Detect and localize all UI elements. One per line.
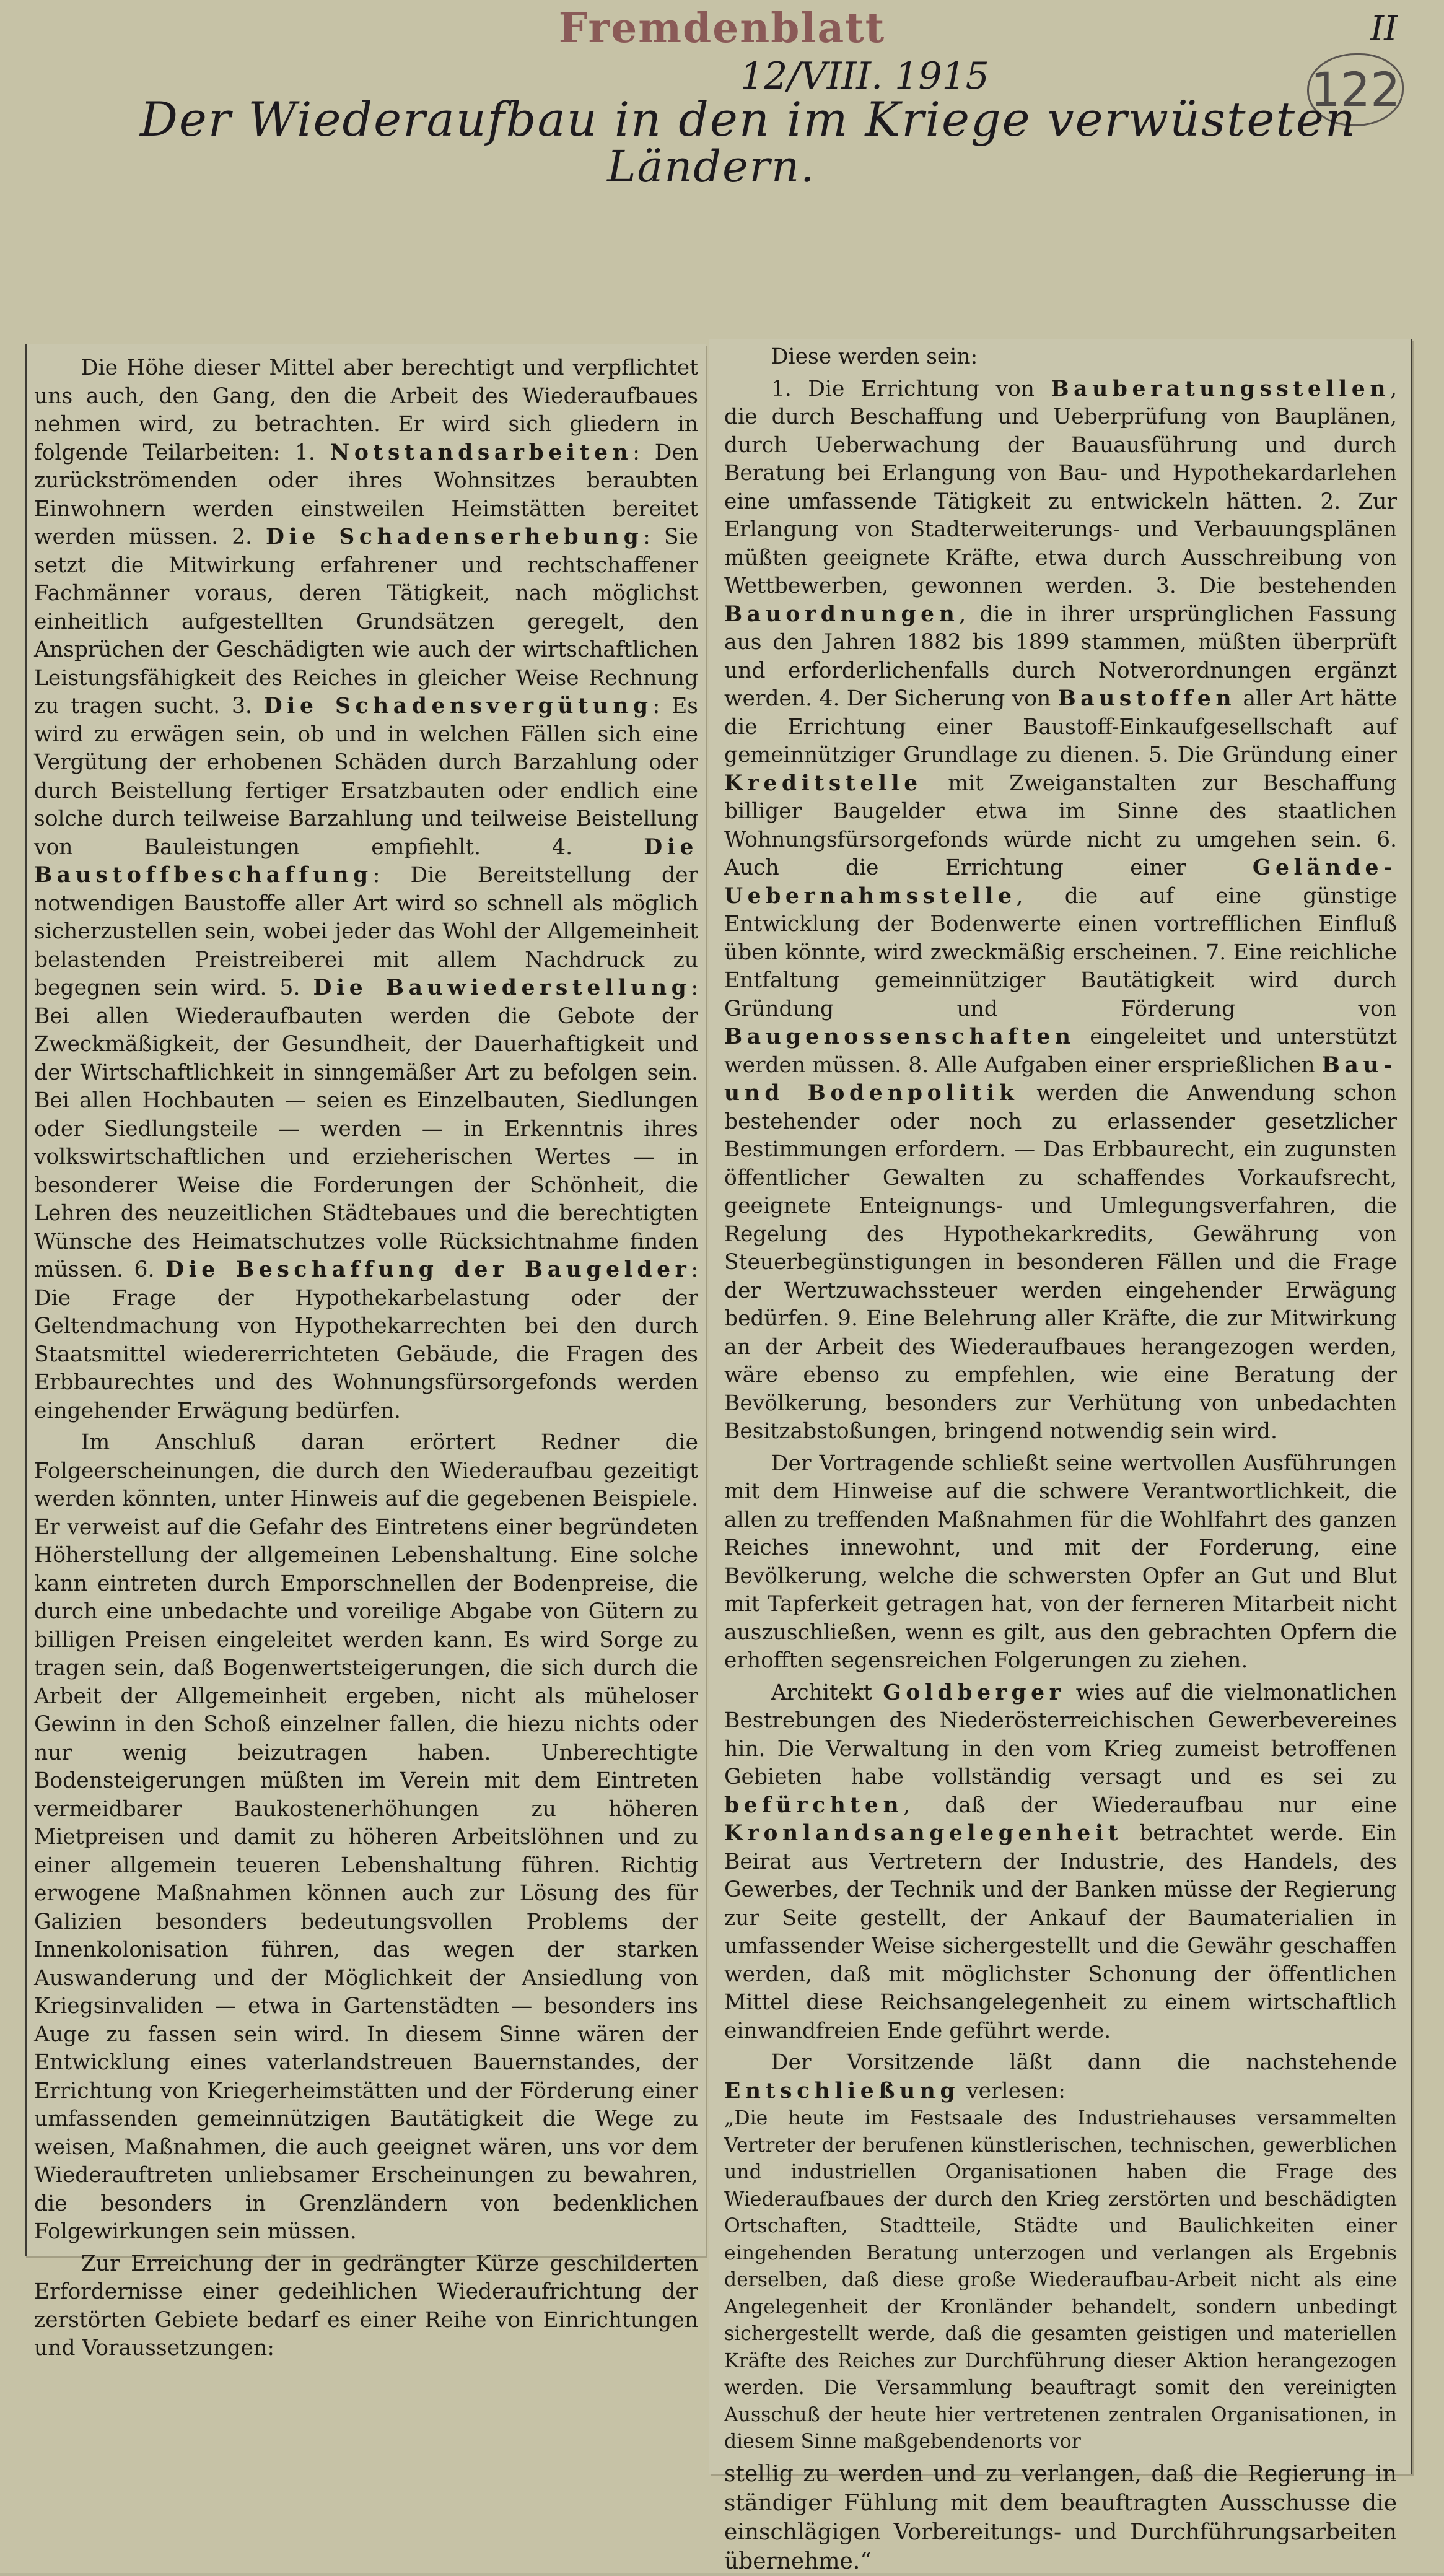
spaced-emphasis: Bauordnungen: [724, 601, 960, 627]
text-run: Die Höhe dieser Mittel aber berechtigt und verpflichtet uns auch, den Gang, den die Arbeit des Wiederaufbaues nehmen wird, zu betrachten. Er wird sich gliedern in folgende Teilarbeiten: 1.: [34, 356, 698, 465]
article-column-left: [34, 354, 698, 2363]
article-paragraph: [34, 1429, 698, 2246]
resolution-text-end: stellig zu werden und zu verlangen, daß die Regierung in ständiger Fühlung mit dem beauftragten Ausschusse die einschlägigen Vorbereitungs- und Durchführungsarbeiten übernehme.“: [724, 2461, 1397, 2574]
text-run: : Sie setzt die Mitwirkung erfahrener und rechtschaffener Fachmänner voraus, deren Tätigkeit, nach möglichst einheitlich aufgestellten Grundsätzen geregelt, den Ansprüchen der Geschädigten wie auch der wirtschaftlichen Leistungsfähigkeit des Reiches in gleicher Weise Rechnung zu tragen sucht. 3.: [34, 525, 698, 718]
text-run: : Es wird zu erwägen sein, ob und in welchen Fällen sich eine Vergütung der erhobenen Schäden durch Barzahlung oder durch Beistellung fertiger Ersatzbauten oder endlich eine solche durch teilweise Barzahlung und teilweise Beistellung von Bauleistungen empfiehlt. 4.: [34, 694, 699, 860]
clipping-left: [25, 344, 706, 2360]
text-run: Architekt: [771, 1680, 883, 1705]
spaced-emphasis: Bau- und Bodenpolitik: [724, 1052, 1397, 1106]
handwritten-date: 12/VIII. 1915: [740, 55, 989, 98]
spaced-emphasis: Baugenossenschaften: [724, 1024, 1075, 1049]
text-run: Zur Erreichung der in gedrängter Kürze geschilderten Erfordernisse einer gedeihlichen Wiederaufrichtung der zerstörten Gebiete bedarf es einer Reihe von Einrichtungen und Voraussetzungen:: [34, 2251, 698, 2360]
clipping-right: [709, 339, 1412, 2574]
spaced-emphasis: Kronlandsangelegenheit: [724, 1821, 1123, 1846]
handwritten-title-line1: Der Wiederaufbau in den im Kriege verwüsteten: [140, 92, 1357, 147]
newspaper-masthead: Fremdenblatt: [558, 4, 886, 52]
spaced-emphasis: Die Bauwiederstellung: [313, 976, 691, 1000]
text-run: , die durch Beschaffung und Ueberprüfung von Bauplänen, durch Ueberwachung der Bauausführung und durch Beratung bei Erlangung von Bau- und Hypothekardarlehen eine umfassende Tätigkeit zu entwickeln hätten. 2. Zur Erlangung von Stadterweiterungs- und Verbauungsplänen müßten geeignete Kräfte, etwa durch Ausschreibung von Wettbewerben, gewonnen werden. 3. Die bestehenden: [724, 376, 1397, 598]
handwritten-title-line2: Ländern.: [607, 141, 816, 192]
text-run: Diese werden sein:: [771, 344, 978, 369]
spaced-emphasis: Die Schadensvergütung: [263, 694, 653, 718]
text-run: , die in ihrer ursprünglichen Fassung aus den Jahren 1882 bis 1899 stammen, müßten überprüft und erforderlichenfalls durch Notverordnungen ergänzt werden. 4. Der Sicherung von: [724, 601, 1397, 711]
text-run: aller Art hätte die Errichtung einer Baustoff-Einkaufgesellschaft auf gemeinnütziger Grundlage zu dienen. 5. Die Gründung einer: [724, 686, 1397, 767]
text-run: 1. Die Errichtung von: [771, 376, 1051, 401]
article-paragraph: [724, 1450, 1397, 1675]
spaced-emphasis: Die Schadenserhebung: [265, 525, 644, 549]
spaced-emphasis: Entschließung: [724, 2078, 960, 2103]
text-run: Im Anschluß daran erörtert Redner die Folgeerscheinungen, die durch den Wiederaufbau gezeitigt werden könnten, unter Hinweis auf die gegebenen Beispiele. Er verweist auf die Gefahr des Eintretens einer begründeten Höherstellung der allgemeinen Lebenshaltung. Eine solche kann eintreten durch Emporschnellen der Bodenpreise, die durch eine unbedachte und voreilige Abgabe von Gütern zu billigen Preisen eingeleitet werden kann. Es wird Sorge zu tragen sein, daß Bogenwertsteigerungen, die sich durch die Arbeit der Allgemeinheit ergeben, nicht als müheloser Gewinn in den Schoß einzelner fallen, die hiezu nichts oder nur wenig beizutragen haben. Unberechtigte Bodensteigerungen müßten im Verein mit dem Eintreten vermeidbarer Baukostenerhöhungen zu höheren Mietpreisen und damit zu höheren Arbeitslöhnen und zu einer allgemein teueren Lebenshaltung führen. Richtig erwogene Maßnahmen können auch zur Lösung des für Galizien besonders bedeutungsvollen Problems der Innenkolonisation führen, das wegen der starken Auswanderung und der Möglichkeit der Ansiedlung von Kriegsinvaliden — etwa in Gartenstädten — besonders ins Auge zu fassen sein wird. In diesem Sinne wären der Entwicklung eines vaterlandstreuen Bauernstandes, der Errichtung von Kriegerheimstätten und der Förderung einer umfassenden gemeinnützigen Bautätigkeit die Wege zu weisen, Maßnahmen, die auch geeignet wären, uns vor dem Wiederauftreten unliebsamer Erscheinungen zu bewahren, die besonders in Grenzländern von bedenklichen Folgewirkungen sein müssen.: [34, 1430, 698, 2244]
article-paragraph: [724, 1679, 1397, 2046]
spaced-emphasis: Kreditstelle: [724, 771, 922, 796]
article-column-right: [724, 343, 1397, 2576]
corner-mark: II: [1370, 9, 1398, 49]
text-run: verlesen:: [960, 2078, 1065, 2103]
spaced-emphasis: befürchten: [724, 1792, 904, 1818]
folio-number: 122: [1307, 53, 1404, 126]
spaced-emphasis: Bauberatungsstellen: [1051, 376, 1391, 401]
text-run: , die auf eine günstige Entwicklung der Bodenwerte einen vortrefflichen Einfluß üben könnte, wird zweckmäßig erscheinen. 7. Eine reichliche Entfaltung gemeinnütziger Bautätigkeit wird durch Gründung und Förderung von: [724, 883, 1397, 1021]
spaced-emphasis: Notstandsarbeiten: [330, 440, 633, 465]
text-run: eingeleitet und unterstützt werden müssen. 8. Alle Aufgaben einer ersprießlichen: [724, 1024, 1397, 1078]
text-run: : Die Bereitstellung der notwendigen Baustoffe aller Art wird so schnell als möglich sicherzustellen sein, wobei jeder das Wohl der Allgemeinheit belastenden Preistreiberei mit allem Nachdruck zu begegnen sein wird. 5.: [34, 863, 698, 1000]
resolution-text: „Die heute im Festsaale des Industriehauses versammelten Vertreter der berufenen künstlerischen, technischen, gewerblichen und industriellen Organisationen haben die Frage des Wiederaufbaues der durch den Krieg zerstörten und beschädigten Ortschaften, Stadtteile, Städte und Baulichkeiten einer eingehenden Beratung unterzogen und verlangen als Ergebnis derselben, daß diese große Wiederaufbau-Arbeit nicht als eine Angelegenheit der Kronländer behandelt, sondern unbedingt sichergestellt werde, daß die gesamten geistigen und materiellen Kräfte des Reiches zur Durchführung dieser Aktion herangezogen werden. Die Versammlung beauftragt somit den vereinigten Ausschuß der heute hier vertretenen zentralen Organisationen, in diesem Sinne maßgebendenorts vor: [724, 2107, 1397, 2453]
text-run: : Bei allen Wiederaufbauten werden die Gebote der Zweckmäßigkeit, der Gesundheit, der Dauerhaftigkeit und der Wirtschaftlichkeit in sinngemäßer Art zu befolgen sein. Bei allen Hochbauten — seien es Einzelbauten, Siedlungen oder Siedlungsteile — werden — in Erkenntnis ihres volkswirtschaftlichen und erzieherischen Wertes — in besonderer Weise die Forderungen der Schönheit, die Lehren des neuzeitlichen Städtebaues und die berechtigten Wünsche des Heimatschutzes volle Rücksichtnahme finden müssen. 6.: [34, 976, 698, 1282]
text-run: Der Vortragende schließt seine wertvollen Ausführungen mit dem Hinweise auf die schwere Verantwortlichkeit, die allen zu treffenden Maßnahmen für die Wohlfahrt des ganzen Reiches innewohnt, und mit der Forderung, eine Bevölkerung, welche die schwersten Opfer an Gut und Blut mit Tapferkeit getragen hat, von der ferneren Mitarbeit nicht auszuschließen, wenn es gilt, aus den gebrachten Opfern die erhofften segensreichen Folgerungen zu ziehen.: [724, 1451, 1397, 1673]
text-run: , daß der Wiederaufbau nur eine: [903, 1792, 1397, 1818]
text-run: : Die Frage der Hypothekarbelastung oder der Geltendmachung von Hypothekarrechten bei den durch Staatsmittel wiedererrichteten Gebäude, die Fragen des Erbbaurechtes und des Wohnungsfürsorgefonds werden eingehender Erwägung bedürfen.: [34, 1257, 699, 1423]
spaced-emphasis: Die Baustoffbeschaffung: [34, 834, 698, 888]
article-paragraph: [724, 2049, 1397, 2105]
article-paragraph: [724, 343, 1397, 372]
text-run: betrachtet werde. Ein Beirat aus Vertretern der Industrie, des Handels, des Gewerbes, der Technik und der Banken müsse der Regierung zur Seite gestellt, der Ankauf der Baumaterialien in umfassender Weise sichergestellt und die Gewähr geschaffen werden, daß mit möglichster Schonung der öffentlichen Mittel diese Reichsangelegenheit zu einem wirtschaftlich einwandfreien Ende geführt werde.: [724, 1821, 1397, 2043]
spaced-emphasis: Goldberger: [883, 1680, 1065, 1705]
spaced-emphasis: Baustoffen: [1057, 686, 1236, 711]
article-paragraph: [34, 2250, 698, 2363]
article-paragraph: [34, 354, 698, 1425]
text-run: Der Vorsitzende läßt dann die nachstehende: [771, 2050, 1397, 2075]
text-run: mit Zweiganstalten zur Beschaffung billiger Baugelder etwa im Sinne des staatlichen Wohnungsfürsorgefonds würde nicht zu umgehen sein. 6. Auch die Errichtung einer: [724, 771, 1397, 880]
text-run: werden die Anwendung schon bestehender oder noch zu erlassender gesetzlicher Bestimmungen erfordern. — Das Erbbaurecht, ein zugunsten öffentlicher Gewalten zu schaffendes Vorkaufsrecht, geeignete Enteignungs- und Umlegungsverfahren, die Regelung des Hypothekarkredits, Gewährung von Steuerbegünstigungen in besonderen Fällen und die Frage der Wertzuwachssteuer werden eingehender Erwägung bedürfen. 9. Eine Belehrung aller Kräfte, die zur Mitwirkung an der Arbeit des Wiederaufbaues herangezogen werden, wäre ebenso zu empfehlen, wie eine Beratung der Bevölkerung, besonders zur Verhütung von unbedachten Besitzabstoßungen, bringend notwendig sein wird.: [724, 1081, 1397, 1444]
text-run: : Den zurückströmenden oder ihres Wohnsitzes beraubten Einwohnern werden einstweilen Heimstätten bereitet werden müssen. 2.: [34, 440, 699, 549]
text-run: wies auf die vielmonatlichen Bestrebungen des Niederösterreichischen Gewerbevereines hin. Die Verwaltung in den vom Krieg zumeist betroffenen Gebieten habe vollständig versagt und es sei zu: [724, 1680, 1397, 1789]
right-column-paragraphs: [724, 343, 1397, 2105]
spaced-emphasis: Die Beschaffung der Baugelder: [165, 1257, 691, 1282]
spaced-emphasis: Gelände-Uebernahmsstelle: [724, 855, 1397, 909]
article-paragraph: [724, 375, 1397, 1446]
